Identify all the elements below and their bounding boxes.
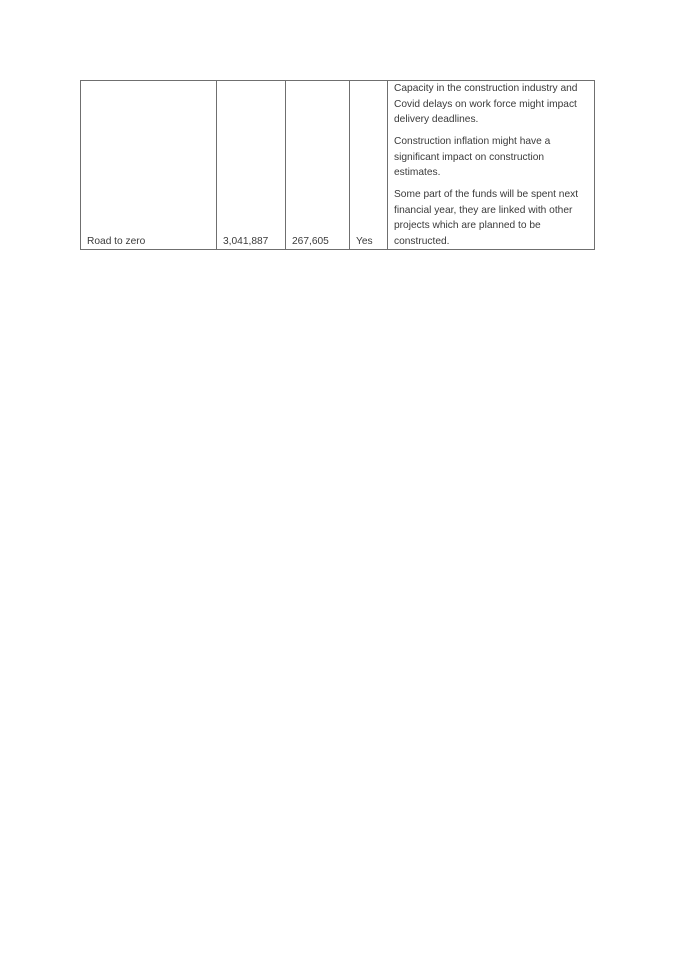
comment-paragraph: Capacity in the construction industry and Covid delays on work force might impact delivery deadlines. xyxy=(394,83,578,125)
table-row xyxy=(81,81,595,250)
flag-cell: Yes xyxy=(350,81,388,250)
project-name-cell: Road to zero xyxy=(81,81,217,250)
comments-cell xyxy=(388,81,595,250)
comment-paragraph: Some part of the funds will be spent next financial year, they are linked with other projects which are planned to be constructed. xyxy=(394,189,579,247)
capital-projects-table xyxy=(80,80,595,250)
spent-cell: 267,605 xyxy=(286,81,350,250)
budget-cell: 3,041,887 xyxy=(217,81,286,250)
comment-paragraph: Construction inflation might have a significant impact on construction estimates. xyxy=(394,136,551,178)
